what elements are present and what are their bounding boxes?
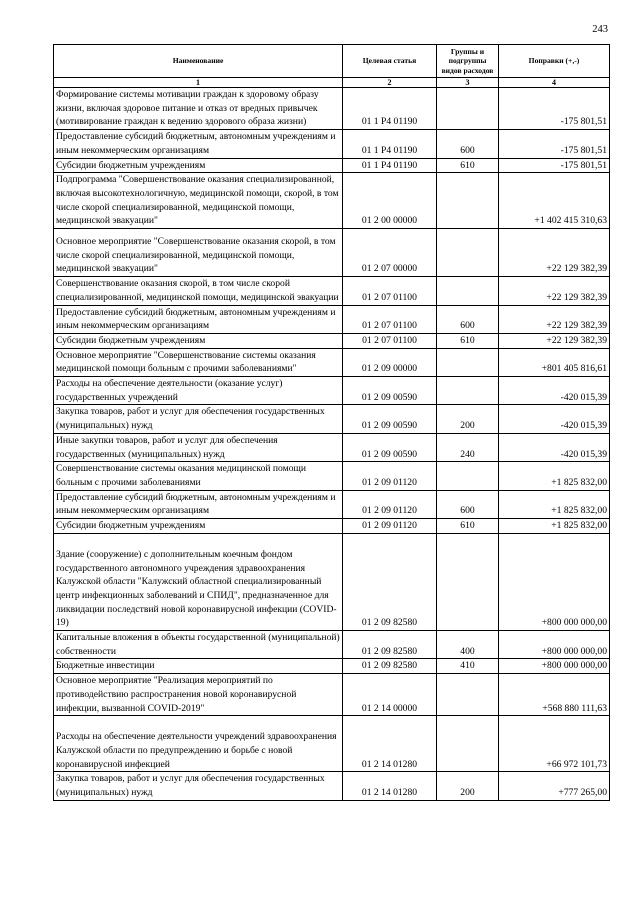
row-target-article: 01 2 07 01100 (343, 305, 437, 333)
row-target-article: 01 2 14 00000 (343, 674, 437, 716)
table-row (54, 533, 610, 630)
row-name: Расходы на обеспечение деятельности (оказание услуг) государственных учреждений (54, 377, 343, 405)
table-row (54, 631, 610, 659)
row-amount: -420 015,39 (499, 433, 610, 461)
row-name: Совершенствование оказания скорой, в том числе скорой специализированной, медицинской помощи, медицинской эвакуации (54, 277, 343, 305)
row-name: Предоставление субсидий бюджетным, автономным учреждениям и иным некоммерческим организациям (54, 130, 343, 158)
row-expense-group (437, 88, 499, 130)
table-row (54, 377, 610, 405)
row-target-article: 01 2 09 01120 (343, 519, 437, 534)
row-expense-group (437, 173, 499, 229)
row-expense-group: 600 (437, 305, 499, 333)
table-row (54, 333, 610, 348)
row-amount: +1 402 415 310,63 (499, 173, 610, 229)
row-name: Иные закупки товаров, работ и услуг для обеспечения государственных (муниципальных) нужд (54, 433, 343, 461)
row-target-article: 01 2 00 00000 (343, 173, 437, 229)
row-expense-group (437, 377, 499, 405)
row-target-article: 01 2 07 00000 (343, 229, 437, 277)
row-amount: +800 000 000,00 (499, 631, 610, 659)
table-row (54, 519, 610, 534)
row-name: Закупка товаров, работ и услуг для обеспечения государственных (муниципальных) нужд (54, 772, 343, 800)
page-number: 243 (592, 24, 608, 35)
row-name: Субсидии бюджетным учреждениям (54, 158, 343, 173)
row-name: Закупка товаров, работ и услуг для обеспечения государственных (муниципальных) нужд (54, 405, 343, 433)
row-target-article: 01 2 09 82580 (343, 659, 437, 674)
row-expense-group: 200 (437, 772, 499, 800)
row-name: Предоставление субсидий бюджетным, автономным учреждениям и иным некоммерческим организациям (54, 305, 343, 333)
row-expense-group: 610 (437, 519, 499, 534)
row-amount: +1 825 832,00 (499, 490, 610, 518)
budget-amendments-table (53, 44, 610, 801)
row-target-article: 01 2 09 82580 (343, 631, 437, 659)
table-row (54, 130, 610, 158)
row-expense-group: 200 (437, 405, 499, 433)
row-target-article: 01 1 P4 01190 (343, 130, 437, 158)
row-amount: +22 129 382,39 (499, 305, 610, 333)
row-amount: -175 801,51 (499, 158, 610, 173)
table-body (54, 88, 610, 801)
column-number: 3 (437, 78, 499, 88)
row-expense-group (437, 462, 499, 490)
row-amount: +801 405 816,61 (499, 348, 610, 376)
row-amount: +800 000 000,00 (499, 659, 610, 674)
table-row (54, 88, 610, 130)
row-amount: -175 801,51 (499, 130, 610, 158)
row-target-article: 01 1 P4 01190 (343, 158, 437, 173)
row-target-article: 01 2 14 01280 (343, 772, 437, 800)
row-target-article: 01 2 09 82580 (343, 533, 437, 630)
table-row (54, 405, 610, 433)
row-expense-group: 600 (437, 490, 499, 518)
row-target-article: 01 2 09 01120 (343, 462, 437, 490)
table-row (54, 674, 610, 716)
header-amendments: Поправки (+,-) (499, 45, 610, 78)
table-row (54, 462, 610, 490)
row-amount: +66 972 101,73 (499, 716, 610, 772)
row-name: Бюджетные инвестиции (54, 659, 343, 674)
row-name: Капитальные вложения в объекты государственной (муниципальной) собственности (54, 631, 343, 659)
row-expense-group: 410 (437, 659, 499, 674)
row-name: Субсидии бюджетным учреждениям (54, 519, 343, 534)
row-amount: +777 265,00 (499, 772, 610, 800)
table-row (54, 659, 610, 674)
row-name: Здание (сооружение) с дополнительным коечным фондом государственного автономного учреждения здравоохранения Калужской области "Калужский областной специализированный центр инфекционных заболеваний и СПИД", предназначенное для ликвидации последствий новой коронавирусной инфекции (COVID-19) (54, 533, 343, 630)
row-expense-group: 400 (437, 631, 499, 659)
row-name: Основное мероприятие "Совершенствование оказания скорой, в том числе скорой специализированной, медицинской помощи, медицинской эвакуации" (54, 229, 343, 277)
row-name: Основное мероприятие "Реализация мероприятий по противодействию распространения новой коронавирусной инфекции, вызванной COVID-2019" (54, 674, 343, 716)
row-name: Расходы на обеспечение деятельности учреждений здравоохранения Калужской области по предупреждению и борьбе с новой коронавирусной инфекцией (54, 716, 343, 772)
row-amount: +22 129 382,39 (499, 229, 610, 277)
column-number: 2 (343, 78, 437, 88)
table-row (54, 158, 610, 173)
row-expense-group (437, 229, 499, 277)
row-expense-group (437, 716, 499, 772)
row-amount: -175 801,51 (499, 88, 610, 130)
row-name: Подпрограмма "Совершенствование оказания специализированной, включая высокотехнологичную, медицинской помощи, скорой, в том числе скорой специализированной, медицинской помощи, медицинской эвакуации" (54, 173, 343, 229)
row-target-article: 01 2 09 00590 (343, 405, 437, 433)
row-expense-group (437, 533, 499, 630)
row-amount: -420 015,39 (499, 405, 610, 433)
row-amount: -420 015,39 (499, 377, 610, 405)
row-amount: +1 825 832,00 (499, 462, 610, 490)
row-expense-group: 610 (437, 158, 499, 173)
row-expense-group: 240 (437, 433, 499, 461)
row-target-article: 01 2 09 00590 (343, 377, 437, 405)
table-row (54, 348, 610, 376)
row-target-article: 01 2 14 01280 (343, 716, 437, 772)
row-amount: +568 880 111,63 (499, 674, 610, 716)
row-name: Предоставление субсидий бюджетным, автономным учреждениям и иным некоммерческим организациям (54, 490, 343, 518)
row-name: Совершенствование системы оказания медицинской помощи больным с прочими заболеваниями (54, 462, 343, 490)
row-amount: +800 000 000,00 (499, 533, 610, 630)
table-row (54, 173, 610, 229)
row-target-article: 01 2 09 00590 (343, 433, 437, 461)
row-name: Субсидии бюджетным учреждениям (54, 333, 343, 348)
row-name: Формирование системы мотивации граждан к здоровому образу жизни, включая здоровое питание и отказ от вредных привычек (мотивирование граждан к ведению здорового образа жизни) (54, 88, 343, 130)
row-expense-group (437, 674, 499, 716)
row-expense-group (437, 277, 499, 305)
row-amount: +22 129 382,39 (499, 333, 610, 348)
row-target-article: 01 2 09 01120 (343, 490, 437, 518)
table-row (54, 229, 610, 277)
row-target-article: 01 2 09 00000 (343, 348, 437, 376)
header-expense-group: Группы и подгруппы видов расходов (437, 45, 499, 78)
column-number: 1 (54, 78, 343, 88)
table-row (54, 305, 610, 333)
header-name: Наименование (54, 45, 343, 78)
row-target-article: 01 1 P4 01190 (343, 88, 437, 130)
row-expense-group: 600 (437, 130, 499, 158)
row-expense-group: 610 (437, 333, 499, 348)
table-row (54, 433, 610, 461)
row-expense-group (437, 348, 499, 376)
table-header-row (54, 45, 610, 78)
row-target-article: 01 2 07 01100 (343, 333, 437, 348)
row-target-article: 01 2 07 01100 (343, 277, 437, 305)
column-number: 4 (499, 78, 610, 88)
table-row (54, 277, 610, 305)
row-amount: +1 825 832,00 (499, 519, 610, 534)
table-row (54, 716, 610, 772)
row-name: Основное мероприятие "Совершенствование системы оказания медицинской помощи больным с прочими заболеваниями" (54, 348, 343, 376)
table-row (54, 772, 610, 800)
header-target-article: Целевая статья (343, 45, 437, 78)
column-number-row (54, 78, 610, 88)
table-row (54, 490, 610, 518)
row-amount: +22 129 382,39 (499, 277, 610, 305)
